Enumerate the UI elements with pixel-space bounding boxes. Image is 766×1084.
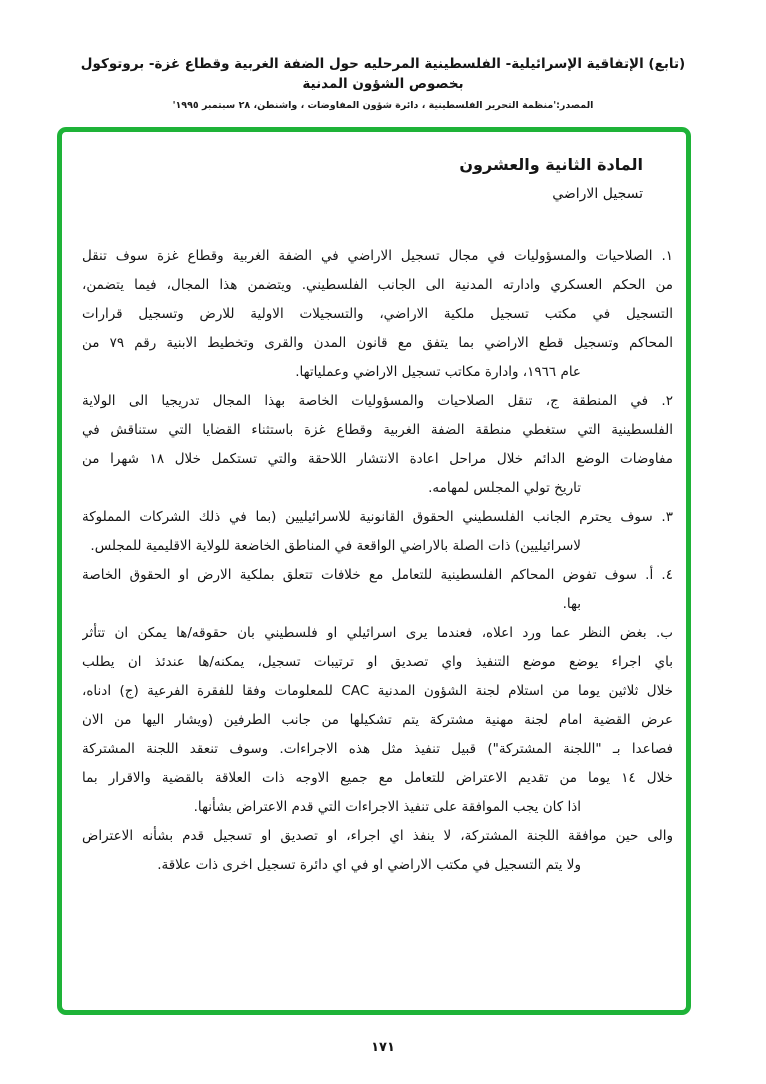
text-line: والى حين موافقة اللجنة المشتركة، لا ينفذ اي اجراء، او تصديق او تسجيل قدم بشأنه الاعتراض [82,827,673,844]
text-line: ولا يتم التسجيل في مكتب الاراضي او في اي دائرة تسجيل اخرى ذات علاقة. [157,856,581,873]
text-line: ٣. سوف يحترم الجانب الفلسطيني الحقوق القانونية للاسرائيليين (بما في ذلك الشركات المملوكة [82,508,673,525]
article-body [82,242,673,880]
article-title: المادة الثانية والعشرون [459,155,643,174]
document-title: (تابع) الإتفاقية الإسرائيلية- الفلسطينية المرحليه حول الضفة الغربية وقطاع غزة- بروتوكول بخصوص الشؤون المدنية [80,56,686,93]
article [62,132,686,880]
document-header [0,54,766,111]
text-line: ٤. أ. سوف تفوض المحاكم الفلسطينية للتعامل مع خلافات تتعلق بملكية الارض او الحقوق الخاصة [82,566,673,583]
text-line: باي اجراء يوضع موضع التنفيذ واي تصديق او ترتيبات تسجيل، يمكنه/ها عندئذ ان يطلب [82,653,673,670]
text-line: خلال ١٤ يوما من تقديم الاعتراض للتعامل مع جميع الاوجه ذات العلاقة بالقضية والاقرار بما [82,769,673,786]
text-line: التسجيل في مكتب تسجيل ملكية الاراضي، والتسجيلات الاولية للارض وتسجيل قرارات [82,305,673,322]
highlight-frame [57,127,691,1015]
text-line: اذا كان يجب الموافقة على تنفيذ الاجراءات التي قدم الاعتراض بشأنها. [193,798,581,815]
text-line: ٢. في المنطقة ج، تنقل الصلاحيات والمسؤوليات الخاصة بهذا المجال تدريجيا الى الولاية [82,392,673,409]
text-line: لاسرائيليين) ذات الصلة بالاراضي الواقعة في المناطق الخاضعة للولاية الاقليمية للمجلس. [90,537,581,554]
text-line: فصاعدا بـ "اللجنة المشتركة") قبيل تنفيذ مثل هذه الاجراءات. وسوف تنعقد اللجنة المشتركة [82,740,673,757]
article-subtitle: تسجيل الاراضي [552,186,643,203]
document-source-line: المصدر:'منظمة التحرير الفلسطينية ، دائرة شؤون المفاوضات ، واشنطن، ٢٨ سبتمبر ١٩٩٥' [172,99,594,111]
text-line: مفاوضات الوضع الدائم خلال مراحل اعادة الانتشار اللاحقة والتي تستكمل خلال ١٨ شهرا من [82,450,673,467]
page-number: ١٧١ [371,1040,395,1055]
text-line: من الحكم العسكري وادارته المدنية الى الجانب الفلسطيني. ويتضمن هذا المجال، فيما يتضمن، [82,276,673,293]
text-line: عرض القضية امام لجنة مهنية مشتركة يتم تشكيلها من جانب الطرفين (ويشار اليها من الان [82,711,673,728]
text-line: عام ١٩٦٦، وادارة مكاتب تسجيل الاراضي وعملياتها. [295,363,581,380]
text-line: الفلسطينية التي ستغطي منطقة الضفة الغربية وقطاع غزة باستثناء القضايا التي ستناقش في [82,421,673,438]
text-line: خلال ثلاثين يوما من استلام لجنة الشؤون المدنية CAC للمعلومات وفقا للفقرة الفرعية (ج) ادناه، [82,682,673,699]
text-line: ١. الصلاحيات والمسؤوليات في مجال تسجيل الاراضي في الضفة الغربية وقطاع غزة سوف تنقل [82,247,673,264]
text-line: بها. [562,595,581,612]
text-line: ب. بغض النظر عما ورد اعلاه، فعندما يرى اسرائيلي او فلسطيني بان حقوقه/ها يمكن ان تتأثر [82,624,673,641]
text-line: المحاكم وتسجيل قطع الاراضي بما يتفق مع قانون المدن والقرى وتخطيط الابنية رقم ٧٩ من [82,334,673,351]
text-line: تاريخ تولي المجلس لمهامه. [428,479,581,496]
